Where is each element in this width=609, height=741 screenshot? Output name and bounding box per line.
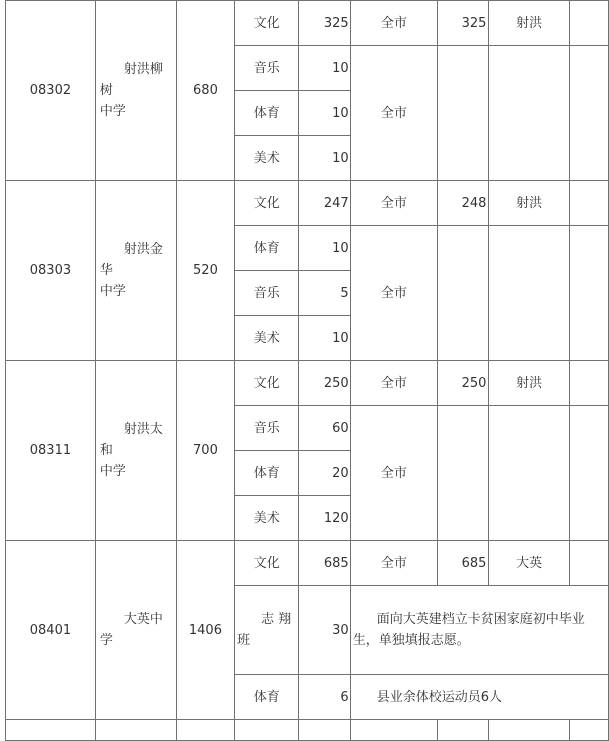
subject: 文化 — [235, 181, 299, 226]
recruit-scope: 全市 — [350, 181, 437, 226]
county: 射洪 — [489, 181, 569, 226]
table-cell — [569, 46, 608, 181]
subject-count: 10 — [299, 91, 350, 136]
subject-count: 30 — [299, 586, 350, 675]
quota-count: 325 — [437, 1, 488, 46]
table-cell — [569, 541, 608, 586]
table-cell — [437, 46, 488, 181]
subject-count: 6 — [299, 675, 350, 720]
subject-count: 10 — [299, 136, 350, 181]
table-cell — [350, 720, 437, 741]
table-row — [6, 541, 609, 586]
subject: 音乐 — [235, 46, 299, 91]
subject: 美术 — [235, 496, 299, 541]
subject: 音乐 — [235, 406, 299, 451]
subject: 志 翔 班 — [235, 586, 299, 675]
table-cell — [489, 406, 569, 541]
recruit-scope: 全市 — [350, 226, 437, 361]
table-cell — [569, 226, 608, 361]
table-cell — [437, 226, 488, 361]
subject-count: 325 — [299, 1, 350, 46]
table-cell — [299, 720, 350, 741]
recruit-scope: 全市 — [350, 1, 437, 46]
table-cell — [176, 720, 234, 741]
school-code: 08302 — [6, 1, 96, 181]
subject: 体育 — [235, 675, 299, 720]
subject-count: 250 — [299, 361, 350, 406]
quota-count: 248 — [437, 181, 488, 226]
plan-total: 680 — [176, 1, 234, 181]
subject-count: 5 — [299, 271, 350, 316]
subject-count: 10 — [299, 316, 350, 361]
table-row — [6, 1, 609, 46]
subject-count: 20 — [299, 451, 350, 496]
table-row — [6, 361, 609, 406]
table-cell — [569, 720, 608, 741]
subject-count: 685 — [299, 541, 350, 586]
quota-count: 250 — [437, 361, 488, 406]
subject: 体育 — [235, 451, 299, 496]
subject-count: 10 — [299, 46, 350, 91]
county: 射洪 — [489, 361, 569, 406]
county: 射洪 — [489, 1, 569, 46]
enrollment-table — [5, 0, 609, 741]
table-cell — [489, 720, 569, 741]
table-cell — [489, 46, 569, 181]
school-name: 射洪柳树 中学 — [95, 1, 176, 181]
table-cell — [6, 720, 96, 741]
plan-total: 1406 — [176, 541, 234, 720]
school-name: 大英中学 — [95, 541, 176, 720]
subject-count: 120 — [299, 496, 350, 541]
remark: 面向大英建档立卡贫困家庭初中毕业 生，单独填报志愿。 — [350, 586, 608, 675]
subject: 体育 — [235, 226, 299, 271]
table-row — [6, 720, 609, 741]
subject: 体育 — [235, 91, 299, 136]
school-name: 射洪金华 中学 — [95, 181, 176, 361]
recruit-scope: 全市 — [350, 406, 437, 541]
county: 大英 — [489, 541, 569, 586]
table-cell — [489, 226, 569, 361]
table-cell — [569, 181, 608, 226]
quota-count: 685 — [437, 541, 488, 586]
subject: 美术 — [235, 136, 299, 181]
table-cell — [235, 720, 299, 741]
subject: 文化 — [235, 361, 299, 406]
subject-count: 60 — [299, 406, 350, 451]
recruit-scope: 全市 — [350, 46, 437, 181]
subject-count: 10 — [299, 226, 350, 271]
table-cell — [569, 406, 608, 541]
subject: 美术 — [235, 316, 299, 361]
table-cell — [437, 720, 488, 741]
recruit-scope: 全市 — [350, 541, 437, 586]
table-cell — [569, 1, 608, 46]
table-cell — [569, 361, 608, 406]
table-cell — [437, 406, 488, 541]
school-code: 08401 — [6, 541, 96, 720]
recruit-scope: 全市 — [350, 361, 437, 406]
school-code: 08303 — [6, 181, 96, 361]
subject: 文化 — [235, 541, 299, 586]
remark: 县业余体校运动员6人 — [350, 675, 608, 720]
subject: 音乐 — [235, 271, 299, 316]
plan-total: 700 — [176, 361, 234, 541]
subject-count: 247 — [299, 181, 350, 226]
plan-total: 520 — [176, 181, 234, 361]
school-name: 射洪太和 中学 — [95, 361, 176, 541]
school-code: 08311 — [6, 361, 96, 541]
table-cell — [95, 720, 176, 741]
table-row — [6, 181, 609, 226]
subject: 文化 — [235, 1, 299, 46]
